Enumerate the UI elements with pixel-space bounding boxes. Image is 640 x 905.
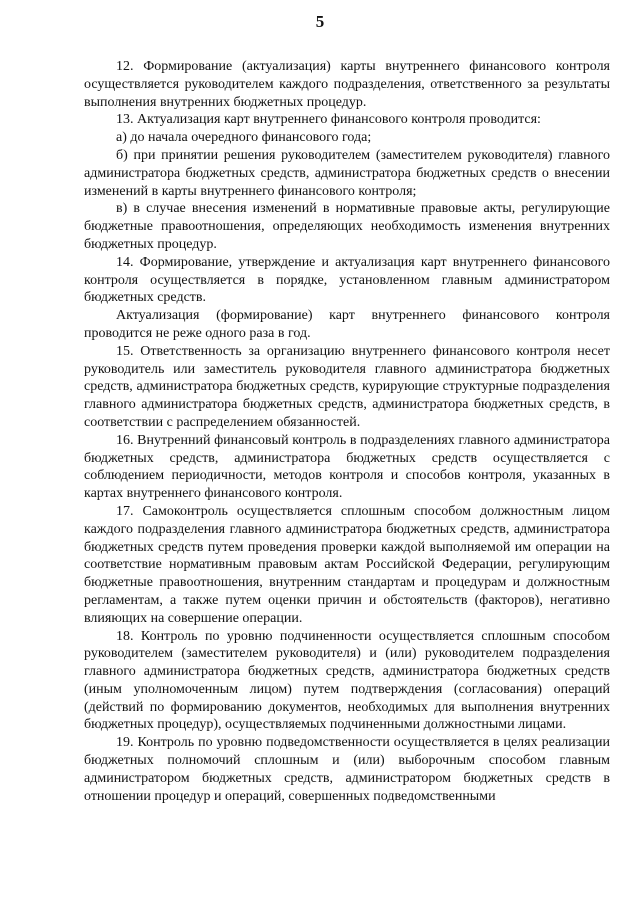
paragraph-13: 13. Актуализация карт внутреннего финансового контроля проводится: bbox=[116, 112, 541, 128]
paragraph-13-b: б) при принятии решения руководителем (заместителем руководителя) главного администратора бюджетных средств, администратора бюджетных средств о внесении изменений в карты внутреннего финансового контроля; bbox=[84, 147, 610, 199]
page-number: 5 bbox=[315, 12, 325, 31]
paragraph-13-v: в) в случае внесения изменений в нормативные правовые акты, регулирующие бюджетные правоотношения, определяющих необходимость изменения внутренних бюджетных процедур. bbox=[84, 201, 610, 252]
paragraph-14-actualization: Актуализация (формирование) карт внутреннего финансового контроля проводится не реже одного раза в год. bbox=[84, 308, 610, 341]
paragraph-16: 16. Внутренний финансовый контроль в подразделениях главного администратора бюджетных средств, администратора бюджетных средств осуществляется с соблюдением периодичности, методов контроля и способов контроля, указанных в картах внутреннего финансового контроля. bbox=[84, 432, 610, 502]
paragraph-19: 19. Контроль по уровню подведомственности осуществляется в целях реализации бюджетных полномочий сплошным и (или) выборочным способом главным администратором бюджетных средств, администратором бюджетных средств в отношении процедур и операций, совершенных подведомственными bbox=[84, 735, 610, 804]
paragraph-14: 14. Формирование, утверждение и актуализация карт внутреннего финансового контроля осуществляется в порядке, установленном главным администратором бюджетных средств. bbox=[84, 254, 610, 306]
paragraph-15: 15. Ответственность за организацию внутреннего финансового контроля несет руководитель или заместитель руководителя главного администратора бюджетных средств, администратора бюджетных средств, курирующие структурные подразделения главного администратора бюджетных средств, администратора бюджетных средств, в соответствии с распределением обязанностей. bbox=[84, 343, 610, 430]
paragraph-12: 12. Формирование (актуализация) карты внутреннего финансового контроля осуществляется руководителем каждого подразделения, ответственного за результаты выполнения внутренних бюджетных процедур. bbox=[84, 59, 610, 110]
paragraph-18: 18. Контроль по уровню подчиненности осуществляется сплошным способом руководителем (заместителем руководителя) и (или) руководителем подразделения главного администратора бюджетных средств, администратора бюджетных средств (иным уполномоченным лицом) путем подтверждения (согласования) операций (действий по формированию документов, необходимых для выполнения внутренних бюджетных процедур), осуществляемых подчиненными должностными лицами. bbox=[84, 628, 610, 733]
paragraph-13-a: а) до начала очередного финансового года; bbox=[116, 130, 372, 146]
document-body bbox=[84, 58, 610, 805]
paragraph-17: 17. Самоконтроль осуществляется сплошным способом должностным лицом каждого подразделения главного администратора бюджетных средств, администратора бюджетных средств путем проведения проверки каждой выполняемой им операции на соответствие нормативным правовым актам Российской Федерации, регулирующим бюджетные правоотношения, внутренним стандартам и процедурам и должностным регламентам, а также путем оценки причин и обстоятельств (факторов), негативно влияющих на совершение операции. bbox=[84, 503, 610, 626]
